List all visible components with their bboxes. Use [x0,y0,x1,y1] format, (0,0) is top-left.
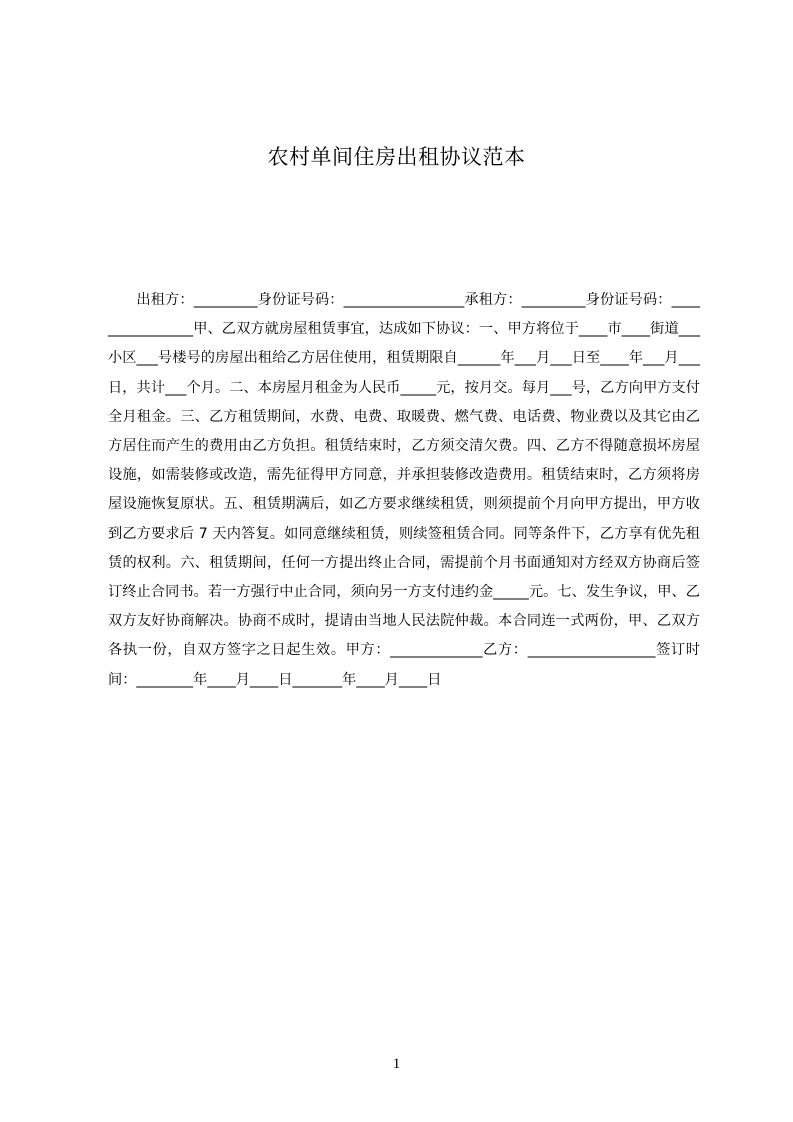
agreement-body-text: 出租方：_________身份证号码：_________________承租方：_________身份证号码：________________甲、乙双方就房屋租赁事宜，达成如下协议：一、甲方将位于____市____街道___小区___号楼号的房屋出租给乙方居住使用，租赁期限自______年___月___日至____年___月___日，共计___个月。二、本房屋月租金为人民币_____元，按月交。每月___号，乙方向甲方支付全月租金。三、乙方租赁期间，水费、电费、取暖费、燃气费、电话费、物业费以及其它由乙方居住而产生的费用由乙方负担。租赁结束时，乙方须交清欠费。四、乙方不得随意损坏房屋设施，如需装修或改造，需先征得甲方同意，并承担装修改造费用。租赁结束时，乙方须将房屋设施恢复原状。五、租赁期满后，如乙方要求继续租赁，则须提前个月向甲方提出，甲方收到乙方要求后 7 天内答复。如同意继续租赁，则续签租赁合同。同等条件下，乙方享有优先租赁的权利。六、租赁期间，任何一方提出终止合同，需提前个月书面通知对方经双方协商后签订终止合同书。若一方强行中止合同，须向另一方支付违约金_____元。七、发生争议，甲、乙双方友好协商解决。协商不成时，提请由当地人民法院仲裁。本合同连一式两份，甲、乙双方各执一份，自双方签字之日起生效。甲方：_____________乙方：__________________签订时间：________年____月____日_______年____月____日 [108,292,700,688]
document-title: 农村单间住房出租协议范本 [267,145,526,169]
page-number: 1 [392,1056,401,1072]
